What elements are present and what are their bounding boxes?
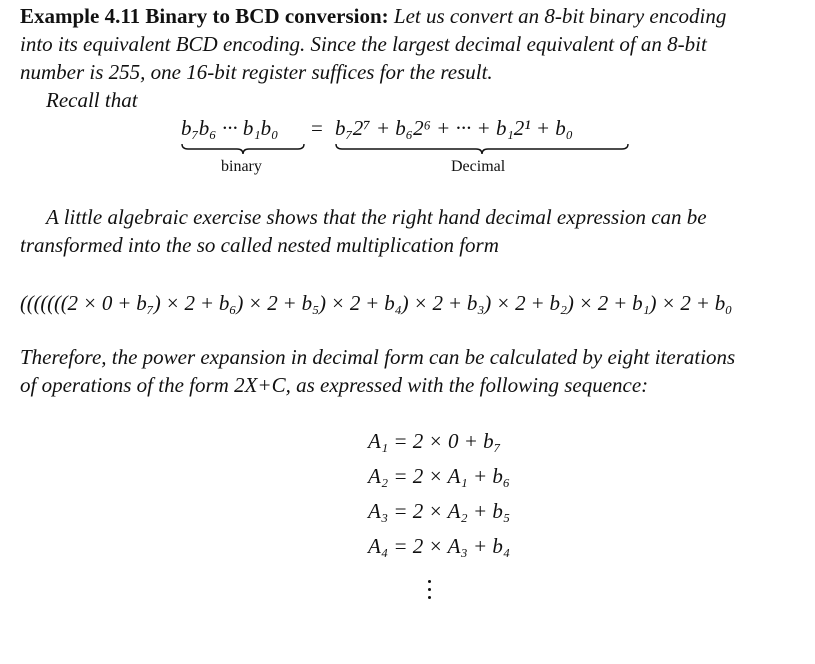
example-heading: Example 4.11 Binary to BCD conversion: [20, 4, 389, 28]
sequence-step-2: A₂ = 2 × A₁ + b₆ [368, 464, 511, 488]
paragraph3-line2: of operations of the form 2X+C, as expressed with the following sequence: [20, 373, 649, 397]
recall-text: Recall that [46, 88, 138, 112]
example-intro-3: number is 255, one 16-bit register suffices for the result. [20, 60, 493, 84]
binary-underbrace [181, 143, 305, 155]
vertical-ellipsis [424, 580, 434, 604]
paragraph2-line1: A little algebraic exercise shows that the right hand decimal expression can be [46, 205, 707, 229]
paragraph2-line2: transformed into the so called nested multiplication form [20, 233, 499, 257]
equals-sign: = [311, 116, 323, 140]
example-first-line [20, 4, 800, 28]
sequence-step-1: A₁ = 2 × 0 + b₇ [368, 429, 501, 453]
example-intro-1: Let us convert an 8-bit binary encoding [388, 4, 727, 28]
decimal-expression: b₇2⁷ + b₆2⁶ + ··· + b₁2¹ + b₀ [335, 116, 574, 140]
binary-label: binary [221, 158, 262, 175]
sequence-step-3: A₃ = 2 × A₂ + b₅ [368, 499, 511, 523]
sequence-step-4: A₄ = 2 × A₃ + b₄ [368, 534, 511, 558]
nested-multiplication-form: (((((((2 × 0 + b₇) × 2 + b₆) × 2 + b₅) × 2 + b₄) × 2 + b₃) × 2 + b₂) × 2 + b₁) × 2 + b₀ [20, 291, 733, 315]
binary-expression: b₇b₆ ··· b₁b₀ [181, 116, 279, 140]
decimal-label: Decimal [451, 158, 506, 175]
paragraph3-line1: Therefore, the power expansion in decimal form can be calculated by eight iterations [20, 345, 736, 369]
example-intro-2: into its equivalent BCD encoding. Since the largest decimal equivalent of an 8-bit [20, 32, 707, 56]
decimal-underbrace [335, 143, 629, 155]
